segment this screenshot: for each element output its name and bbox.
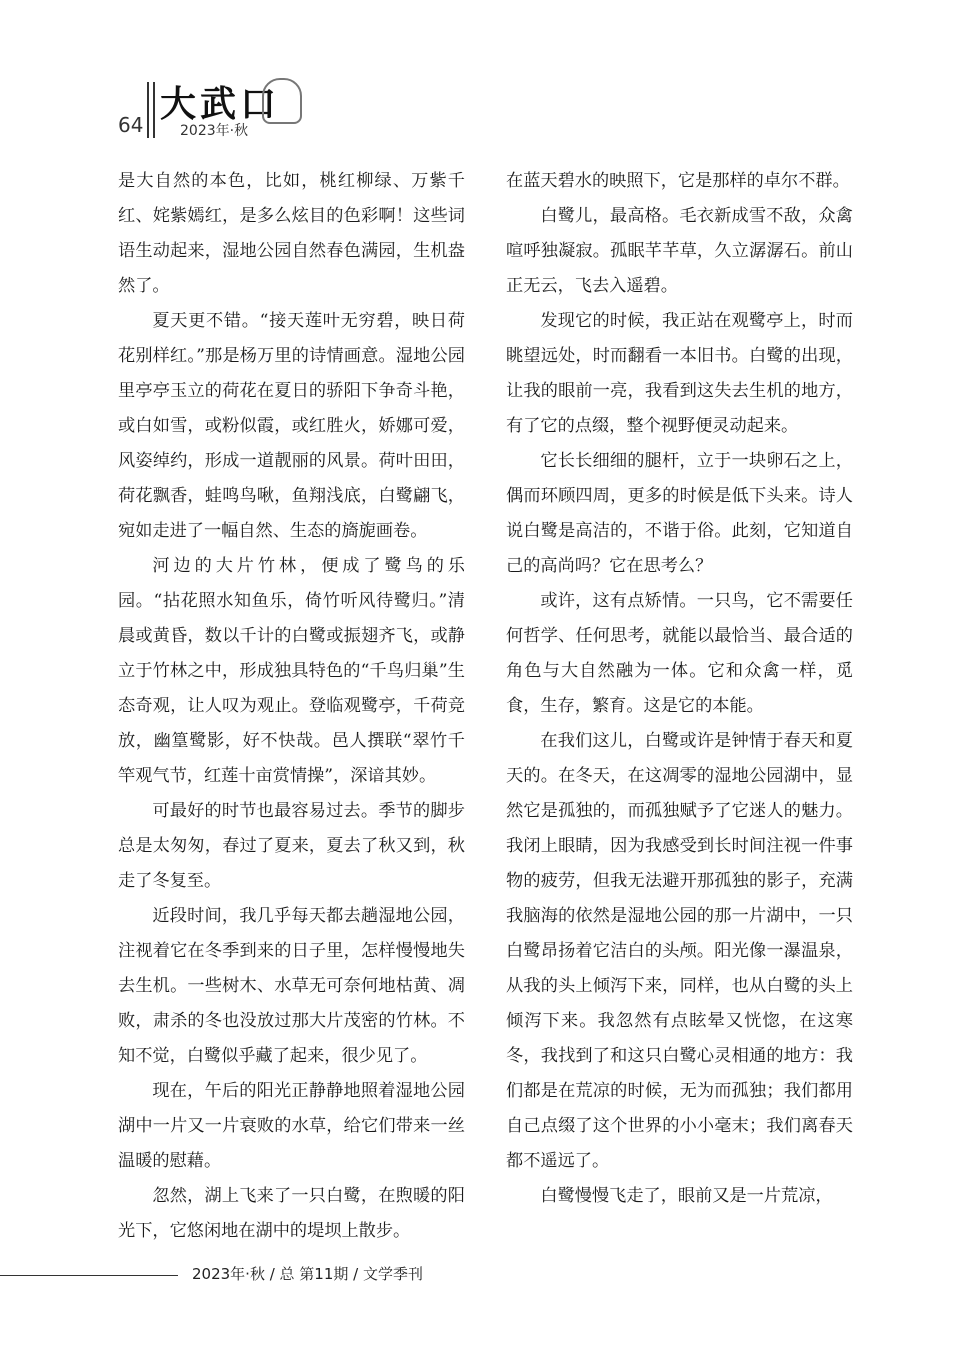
footer-rule <box>0 1275 178 1276</box>
paragraph: 夏天更不错。“接天莲叶无穷碧，映日荷花别样红。”那是杨万里的诗情画意。湿地公园里亭亭玉立的荷花在夏日的骄阳下争奇斗艳，或白如雪，或粉似霞，或红胜火，娇娜可爱，风姿绰约，形成一道靓丽的风景。荷叶田田，荷花飘香，蛙鸣鸟啾，鱼翔浅底，白鹭翩飞，宛如走进了一幅自然、生态的旖旎画卷。 <box>118 311 465 541</box>
header-rule <box>153 82 155 138</box>
paragraph: 忽然，湖上飞来了一只白鹭，在煦暖的阳光下，它悠闲地在湖中的堤坝上散步。 <box>118 1186 465 1241</box>
page-number: 64 <box>118 113 144 137</box>
page-footer: 2023年·秋 / 总 第11期 / 文学季刊 <box>192 1265 423 1283</box>
page-header <box>0 0 977 150</box>
paragraph: 可最好的时节也最容易过去。季节的脚步总是太匆匆，春过了夏来，夏去了秋又到，秋走了冬复至。 <box>118 801 465 891</box>
magazine-masthead: 大武口 <box>160 83 281 125</box>
paragraph: 白鹭慢慢飞走了，眼前又是一片荒凉， <box>540 1186 833 1206</box>
paragraph: 是大自然的本色，比如，桃红柳绿、万紫千红、姹紫嫣红，是多么炫目的色彩啊！这些词语生动起来，湿地公园自然春色满园，生机盎然了。 <box>118 171 465 296</box>
paragraph: 或许，这有点矫情。一只鸟，它不需要任何哲学、任何思考，就能以最恰当、最合适的角色与大自然融为一体。它和众禽一样，觅食，生存，繁育。这是它的本能。 <box>506 591 853 716</box>
paragraph: 它长长细细的腿杆，立于一块卵石之上，偶而环顾四周，更多的时候是低下头来。诗人说白鹭是高洁的，不谐于俗。此刻，它知道自己的高尚吗？它在思考么？ <box>506 451 853 576</box>
article-column-left <box>118 164 465 1249</box>
paragraph: 在我们这儿，白鹭或许是钟情于春天和夏天的。在冬天，在这凋零的湿地公园湖中，显然它是孤独的，而孤独赋予了它迷人的魅力。我闭上眼睛，因为我感受到长时间注视一件事物的疲劳，但我无法避开那孤独的影子，充满我脑海的依然是湿地公园的那一片湖中，一只白鹭昂扬着它洁白的头颅。阳光像一瀑温泉，从我的头上倾泻下来，同样，也从白鹭的头上倾泻下来。我忽然有点眩晕又恍惚，在这寒冬，我找到了和这只白鹭心灵相通的地方：我们都是在荒凉的时候，无为而孤独；我们都用自己点缀了这个世界的小小毫末；我们离春天都不遥远了。 <box>506 731 853 1171</box>
paragraph: 近段时间，我几乎每天都去趟湿地公园，注视着它在冬季到来的日子里，怎样慢慢地失去生机。一些树木、水草无可奈何地枯黄、凋败，肃杀的冬也没放过那大片茂密的竹林。不知不觉，白鹭似乎藏了起来，很少见了。 <box>118 906 465 1066</box>
paragraph: 在蓝天碧水的映照下，它是那样的卓尔不群。 <box>506 171 850 191</box>
paragraph: 现在，午后的阳光正静静地照着湿地公园湖中一片又一片衰败的水草，给它们带来一丝温暖的慰藉。 <box>118 1081 465 1171</box>
seal-logo <box>262 78 302 124</box>
issue-label: 2023年·秋 <box>180 123 249 139</box>
paragraph: 白鹭儿，最高格。毛衣新成雪不敌，众禽喧呼独凝寂。孤眠芊芊草，久立潺潺石。前山正无云，飞去入遥碧。 <box>506 206 853 296</box>
paragraph: 发现它的时候，我正站在观鹭亭上，时而眺望远处，时而翻看一本旧书。白鹭的出现，让我的眼前一亮，我看到这失去生机的地方，有了它的点缀，整个视野便灵动起来。 <box>506 311 853 436</box>
paragraph: 河边的大片竹林，便成了鹭鸟的乐园。“拈花照水知鱼乐，倚竹听风待鹭归。”清晨或黄昏，数以千计的白鹭或振翅齐飞，或静立于竹林之中，形成独具特色的“千鸟归巢”生态奇观，让人叹为观止。登临观鹭亭，千荷竞放，幽篁鹭影，好不快哉。邑人撰联“翠竹千竿观气节，红莲十亩赏情操”，深谙其妙。 <box>118 556 465 786</box>
article-column-right <box>506 164 853 1214</box>
header-rule <box>147 82 149 138</box>
